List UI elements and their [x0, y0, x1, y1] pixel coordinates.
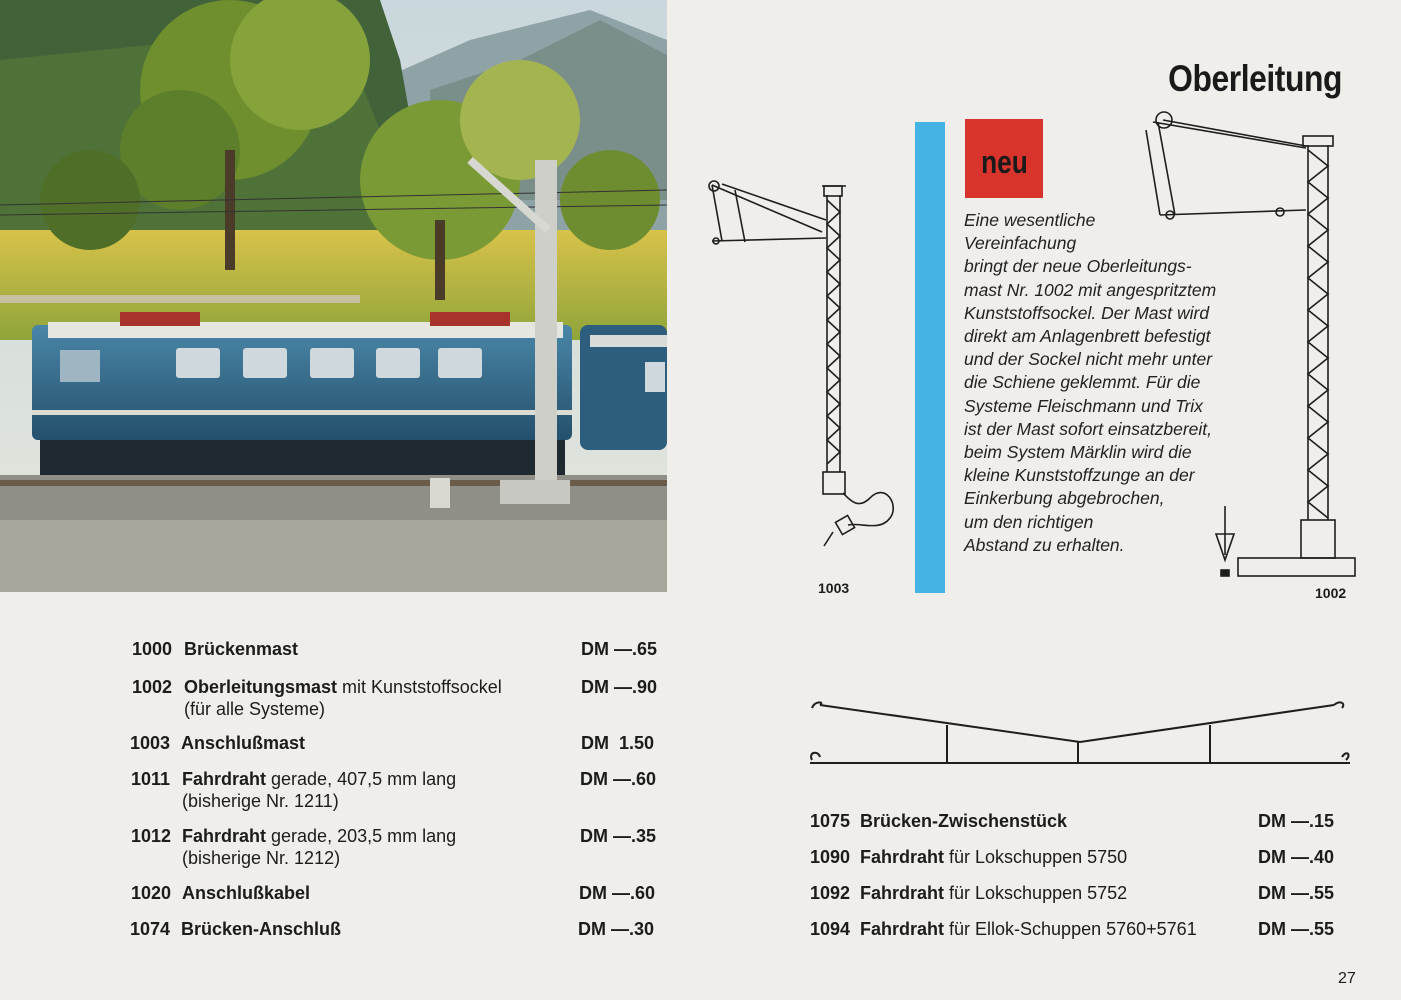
product-name: Anschlußmast: [181, 733, 306, 753]
product-name: Brücken-Zwischenstück: [860, 811, 1068, 831]
product-number: 1020: [131, 883, 172, 903]
new-badge-label: neu: [980, 144, 1028, 180]
product-price: DM —.40: [1258, 847, 1335, 867]
product-description: [860, 882, 1127, 904]
product-price: DM —.65: [581, 639, 658, 659]
product-name: Oberleitungsmast: [184, 677, 338, 697]
product-number: 1012: [131, 826, 172, 846]
product-price: DM —.30: [578, 919, 655, 939]
product-price: DM —.15: [1258, 811, 1335, 831]
product-price: DM —.90: [581, 677, 658, 697]
product-name: Fahrdraht: [860, 883, 945, 903]
product-subtitle: (für alle Systeme): [184, 699, 326, 719]
product-name: Anschlußkabel: [182, 883, 311, 903]
product-price: DM —.35: [580, 826, 657, 846]
mast-1002-drawing: [1146, 112, 1355, 576]
product-name: Brückenmast: [184, 639, 299, 659]
product-name: Fahrdraht: [182, 826, 267, 846]
product-number: 1003: [130, 733, 171, 753]
product-description: [181, 732, 305, 754]
page-title: Oberleitung: [1168, 58, 1342, 99]
product-suffix: für Lokschuppen 5750: [944, 847, 1128, 867]
product-suffix: für Lokschuppen 5752: [944, 883, 1128, 903]
product-subtitle: (bisherige Nr. 1211): [182, 791, 339, 811]
product-price: DM —.60: [579, 883, 656, 903]
figure-label-1003: 1003: [818, 580, 850, 596]
product-suffix: gerade, 203,5 mm lang: [266, 826, 457, 846]
product-name: Fahrdraht: [860, 847, 945, 867]
product-name: Fahrdraht: [860, 919, 945, 939]
product-description: [182, 768, 456, 812]
product-price: DM —.55: [1258, 919, 1335, 939]
product-description: [860, 846, 1127, 868]
product-description: [860, 810, 1067, 832]
product-suffix: für Ellok-Schuppen 5760+5761: [944, 919, 1197, 939]
product-number: 1000: [132, 639, 173, 659]
product-name: Brücken-Anschluß: [181, 919, 342, 939]
product-description: [181, 918, 341, 940]
product-number: 1011: [131, 769, 171, 789]
product-number: 1092: [810, 883, 851, 903]
product-price: DM —.55: [1258, 883, 1335, 903]
page-number: 27: [1338, 970, 1356, 987]
product-name: Fahrdraht: [182, 769, 267, 789]
description-text: Eine wesentliche Vereinfachung bringt der neue Oberleitungs- mast Nr. 1002 mit angespritztem Kunststoffsockel. Der Mast wird direkt am Anlagenbrett befestigt und der Sockel nicht mehr unter die Schiene geklemmt. Für die Systeme Fleischmann und Trix ist der Mast sofort einsatzbereit, beim System Märklin wird die kleine Kunststoffzunge an der Einkerbung abgebrochen, um den richtigen Abstand zu erhalten.: [964, 210, 1217, 555]
product-description: [182, 882, 310, 904]
product-description: [182, 825, 456, 869]
product-suffix: gerade, 407,5 mm lang: [266, 769, 457, 789]
catenary-bridge-drawing: [810, 702, 1350, 763]
product-number: 1090: [810, 847, 851, 867]
figure-label-1002: 1002: [1315, 585, 1347, 601]
product-description: [184, 638, 298, 660]
product-suffix: mit Kunststoffsockel: [337, 677, 502, 697]
product-number: 1094: [810, 919, 851, 939]
mast-1003-drawing: [709, 181, 893, 546]
product-number: 1074: [130, 919, 171, 939]
product-price: DM 1.50: [581, 733, 655, 753]
product-number: 1002: [132, 677, 173, 697]
product-number: 1075: [810, 811, 851, 831]
product-description: [860, 918, 1197, 940]
product-price: DM —.60: [580, 769, 657, 789]
product-description: [184, 676, 502, 720]
product-subtitle: (bisherige Nr. 1212): [182, 848, 341, 868]
